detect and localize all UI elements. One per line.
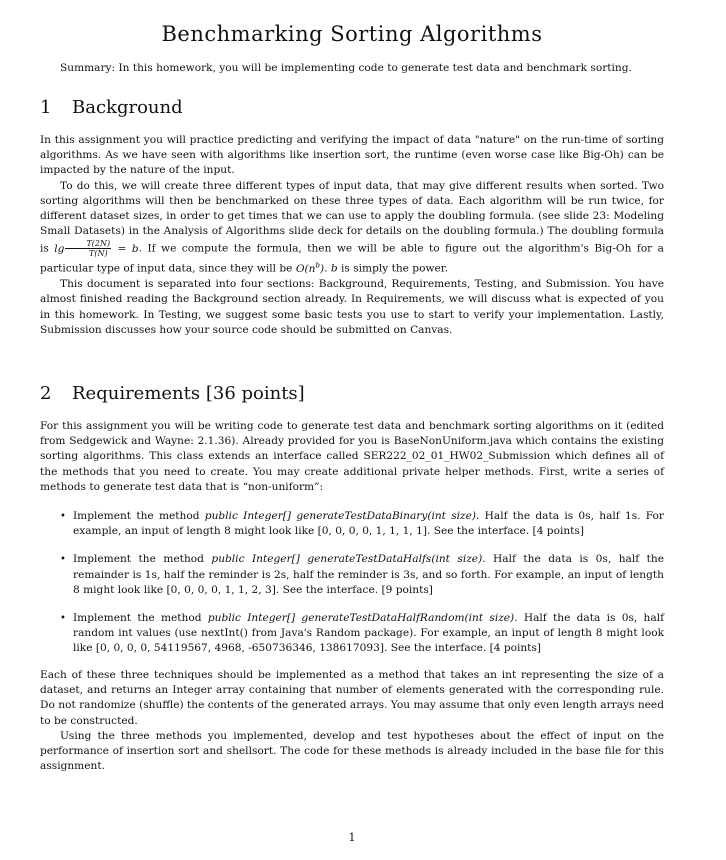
- requirements-intro: For this assignment you will be writing code to generate test data and benchmark sorting algorithms on it (edited from Sedgewick and Wayne: 2.1.36). Already provided for you is BaseNonUniform.java which contains the existing sorting algorithms. This class extends an interface called SER222_02_01_HW02_Submission which defines all of the methods that you need to create. You may create additional private helper methods. First, write a series of methods to generate test data that is “non-uniform”:: [40, 420, 664, 493]
- section-2-title: Requirements [36 points]: [72, 383, 305, 404]
- section-1-title: Background: [72, 97, 183, 118]
- list-item: • Implement the method public Integer[] generateTestDataHalfRandom(int size). Half the data is 0s, half random int values (use nextInt() from Java's Random package). For example, an input of length 8 might look like [0, 0, 0, 0, 54119567, 4968, -650736346, 138617093]. See the interface. [4 points]: [60, 612, 664, 655]
- method-signature: public Integer[] generateTestDataBinary(int size): [204, 510, 477, 522]
- section-1-body: [40, 133, 664, 338]
- summary: Summary: In this homework, you will be implementing code to generate test data and benchmark sorting.: [60, 62, 632, 74]
- doubling-formula: lg $\frac{T(2N)}{T(N)}$ = b: [54, 239, 139, 259]
- document-title: Benchmarking Sorting Algorithms: [161, 22, 543, 46]
- bullet-icon: •: [60, 511, 66, 522]
- background-paragraph-3: This document is separated into four sections: Background, Requirements, Testing, and Submission. You have almost finished reading the Background section already. In Requirements, we will discuss what is expected of you in this homework. In Testing, we suggest some basic tests you use to start to verify your implementation. Lastly, Submission discusses how your source code should be submitted on Canvas.: [40, 278, 664, 336]
- section-2-heading: [40, 383, 305, 404]
- bullet-icon: •: [60, 613, 66, 625]
- list-item: • Implement the method public Integer[] generateTestDataHalfs(int size). Half the data is 0s, half the remainder is 1s, half the reminder is 2s, half the reminder is 3s, and so forth. For example, an input of length 8 might look like [0, 0, 0, 0, 1, 1, 2, 3]. See the interface. [9 points]: [60, 553, 664, 596]
- requirements-paragraph-after: Each of these three techniques should be implemented as a method that takes an int representing the size of a dataset, and returns an Integer array containing that number of elements generated with the corresponding rule. Do not randomize (shuffle) the contents of the generated arrays. You may assume that only even length arrays need to be constructed.: [40, 669, 664, 727]
- background-paragraph-1: In this assignment you will practice predicting and verifying the impact of data "nature" on the run-time of sorting algorithms. As we have seen with algorithms like insertion sort, the runtime (even worse case like Big-Oh) can be impacted by the nature of the input.: [40, 134, 664, 177]
- method-signature: public Integer[] generateTestDataHalfs(int size): [211, 553, 483, 566]
- section-1-number: 1: [40, 97, 52, 118]
- requirements-paragraph-last: Using the three methods you implemented, develop and test hypotheses about the effect of input on the performance of insertion sort and shellsort. The code for these methods is already included in the base file for this assignment.: [40, 729, 664, 773]
- section-2-number: 2: [40, 383, 52, 404]
- list-item: • Implement the method public Integer[] generateTestDataBinary(int size). Half the data is 0s, half 1s. For example, an input of length 8 might look like [0, 0, 0, 0, 1, 1, 1, 1]. See the interface. [4 points]: [60, 510, 664, 538]
- page-number: 1: [348, 831, 356, 844]
- big-oh-expression: $O(n^b)$: [295, 261, 325, 275]
- bullet-icon: •: [60, 554, 66, 566]
- method-signature: public Integer[] generateTestDataHalfRandom(int size): [207, 612, 515, 625]
- requirements-list: [40, 509, 664, 657]
- requirements-closing: [40, 668, 664, 774]
- background-paragraph-2: To do this, we will create three different types of input data, that may give different results when sorted. Two sorting algorithms will then be benchmarked on these three types of data. Each algorithm will be run twice, for different dataset sizes, in order to get times that we can use to apply the doubling formula. (see slide 23: Modeling Small Datasets) in the Analysis of Algorithms slide deck for details on the doubling formula.) The doubling formula is lg $\frac{T(2N)}{T(N)}$ = b. If we compute the formula, then we will be able to figure out the algorithm's Big-Oh for a particular type of input data, since they will be $O(n^b)$. b is simply the power.: [40, 179, 664, 275]
- section-1-heading: [40, 97, 183, 118]
